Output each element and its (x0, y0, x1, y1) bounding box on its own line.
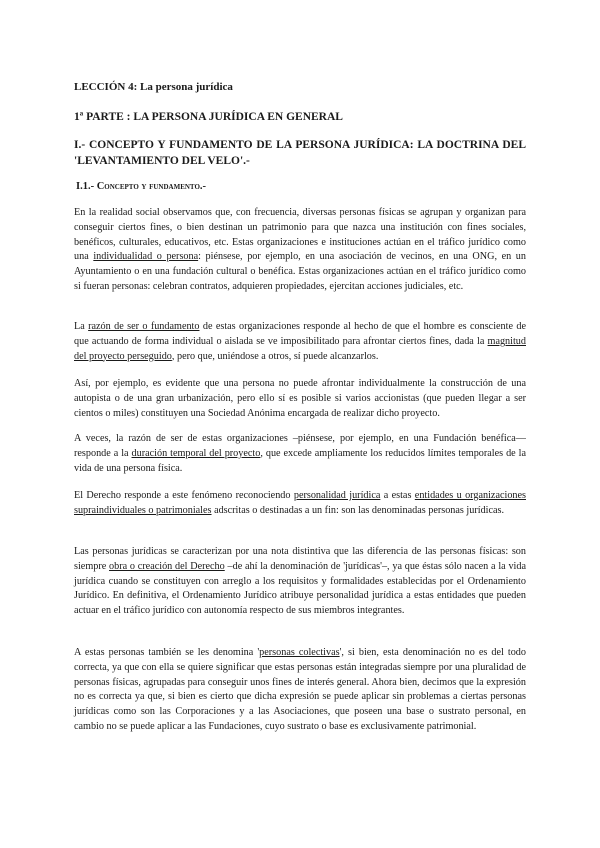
paragraph-text: –de ahí la denominación de 'jurídicas'–, ya que éstas sólo nacen a la vida jurídica cuando se constituyen con arreglo a los requisitos y formalidades establecidas por el Ordenamiento Jurídico. En definitiva, el Ordenamiento Jurídico atribuye personalidad jurídica a estas entidades que pueden actuar en el tráfico jurídico con autonomía respecto de sus miembros integrantes. (74, 560, 526, 616)
paragraph-text: La (74, 321, 89, 332)
paragraph-text: de estas organizaciones responde al hecho de que el hombre es consciente de que actuando de forma individual o aislada se ve imposibilitado para afrontar ciertos fines, dada la (74, 321, 526, 347)
subsection-title: Concepto y fundamento.- (96, 181, 207, 192)
paragraph-6 (74, 545, 526, 619)
section-title: I.- CONCEPTO Y FUNDAMENTO DE LA PERSONA JURÍDICA: LA DOCTRINA DEL 'LEVANTAMIENTO DEL VELO'.- (74, 139, 526, 167)
part-title: 1ª PARTE : LA PERSONA JURÍDICA EN GENERAL (74, 111, 343, 123)
paragraph-text: A veces, la razón de ser de estas organizaciones –piénsese, por ejemplo, en una Fundación benéfica— responde a la (74, 433, 526, 459)
lesson-title: LECCIÓN 4: La persona jurídica (74, 81, 233, 93)
underlined-term: personalidad jurídica (293, 490, 381, 501)
paragraph-text: a estas (380, 490, 415, 501)
paragraph-1 (74, 206, 526, 295)
paragraph-2 (74, 320, 526, 364)
underlined-term: razón de ser o fundamento (88, 321, 200, 332)
paragraph-text: : piénsese, por ejemplo, en una asociación de vecinos, en una ONG, en un Ayuntamiento o en una fundación cultural o benéfica. Estas organizaciones actúan en el tráfico jurídico como si fueran personas: celebran contratos, adquieren propiedades, ejercitan acciones judiciales, etc. (74, 251, 526, 292)
underlined-term: personas colectivas (259, 647, 340, 658)
paragraph-text: , que excede ampliamente los reducidos límites temporales de la vida de una persona física. (74, 447, 526, 474)
underlined-term: obra o creación del Derecho (109, 560, 225, 572)
paragraph-text: adscritas o destinadas a un fin: son las denominadas personas jurídicas. (211, 504, 505, 516)
paragraph-3 (74, 377, 526, 421)
paragraph-text: El Derecho responde a este fenómeno reconociendo (74, 490, 294, 501)
paragraph-text: En la realidad social observamos que, con frecuencia, diversas personas físicas se agrupan y organizan para conseguir ciertos fines, o bien destinan un patrimonio para que nazca una institución con fines sociales, benéficos, culturales, educativos, etc. Estas organizaciones e instituciones actúan en el tráfico jurídico como una (74, 207, 526, 263)
paragraph-text: Así, por ejemplo, es evidente que una persona no puede afrontar individualmente la construcción de una autopista o de una gran urbanización, pero ello sí es posible si varios accionistas (que pueden llegar a ser cientos o miles) constituyen una Sociedad Anónima encargada de realizar dicho proyecto. (74, 378, 526, 419)
underlined-term: entidades u organizaciones supraindividuales o patrimoniales (74, 490, 526, 516)
paragraph-text: ', si bien, esta denominación no es del todo correcta, ya que con ella se quiere significar que estas personas están integradas siempre por una pluralidad de personas físicas, agrupadas para conseguir unos fines de interés general. Ahora bien, decimos que la expresión no es correcta ya que, si bien es cierto que dicha expresión se puede aplicar sin problemas a ciertas personas jurídicas como son las Corporaciones y a las Asociaciones, que poseen una base o sustrato personal, en cambio no se puede aplicar a las Fundaciones, cuyo sustrato o base es exclusivamente patrimonial. (74, 647, 526, 732)
underlined-term: duración temporal del proyecto (131, 447, 261, 459)
subsection-number: I.1.- (76, 181, 95, 192)
underlined-term: individualidad o persona (93, 251, 199, 263)
underlined-term: magnitud del proyecto perseguido (74, 335, 526, 362)
paragraph-4 (74, 432, 526, 476)
paragraph-text: A estas personas también se les denomina ' (74, 647, 260, 658)
paragraph-7 (74, 646, 526, 735)
subsection-heading (76, 181, 206, 192)
paragraph-5 (74, 489, 526, 519)
paragraph-text: , pero que, uniéndose a otros, sí puede alcanzarlos. (171, 350, 379, 362)
paragraph-text: Las personas jurídicas se caracterizan por una nota distintiva que las diferencia de las personas físicas: son siempre (74, 546, 526, 572)
